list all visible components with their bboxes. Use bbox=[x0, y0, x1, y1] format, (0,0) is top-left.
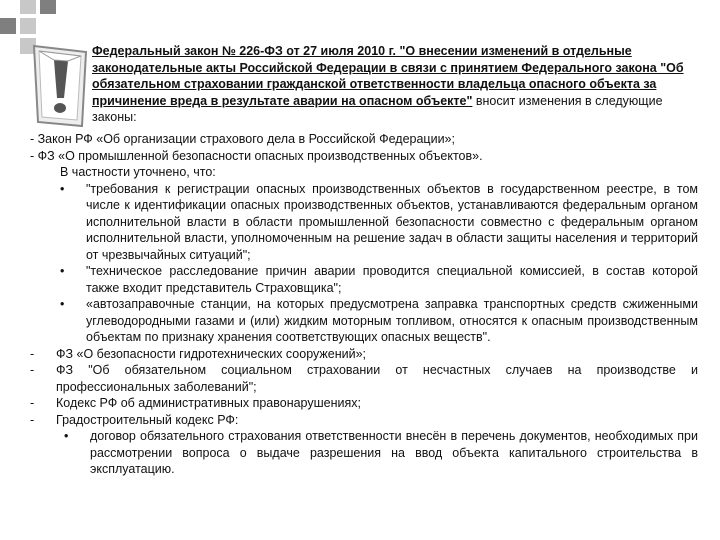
decor-square bbox=[0, 18, 16, 34]
list-item: • "требования к регистрации опасных производственных объектов в государственном реестре, в том числе к идентификации опасных производственных объектов, устанавливаются федеральным органом исполнительной власти в области промышленной безопасности совместно с федеральным органом исполнительной власти, уполномоченным на решение задач в области защиты населения и территорий от чрезвычайных ситуаций"; bbox=[60, 181, 698, 262]
list-item: • «автозаправочные станции, на которых предусмотрена заправка транспортных средств сжиженными углеводородными газами и (или) жидким моторным топливом, относятся к опасным производственным объектам по признаку хранения соответствующих опасных веществ". bbox=[60, 297, 698, 344]
list-item: - ФЗ «О промышленной безопасности опасных производственных объектов». bbox=[30, 148, 483, 163]
list-item: - ФЗ «О безопасности гидротехнических сооружений»; bbox=[30, 346, 367, 361]
list-item: - ФЗ "Об обязательном социальном страховании от несчастных случаев на производстве и профессиональных заболеваний"; bbox=[30, 363, 698, 394]
law-title-tail: вносит изменения в следующие законы: bbox=[92, 93, 663, 124]
list-item: - Закон РФ «Об организации страхового дела в Российской Федерации»; bbox=[30, 132, 455, 146]
bullet-icon: • bbox=[60, 181, 65, 196]
dash-marker: - bbox=[30, 363, 35, 377]
decor-square bbox=[20, 0, 36, 14]
decor-square bbox=[40, 0, 56, 14]
dash-marker: - bbox=[30, 412, 35, 427]
bullet-icon: • bbox=[64, 429, 69, 443]
list-item: • "техническое расследование причин аварии проводится специальной комиссией, в состав которой также входит представитель Страховщика"; bbox=[60, 264, 698, 295]
dash-marker: - bbox=[30, 346, 35, 361]
law-header bbox=[92, 43, 704, 126]
dash-marker: - bbox=[30, 396, 35, 410]
amended-laws-list bbox=[30, 131, 698, 478]
list-item: - Градостроительный кодекс РФ: bbox=[30, 412, 239, 427]
list-item: • договор обязательного страхования ответственности внесён в перечень документов, необходимых при рассмотрении вопроса о выдаче разрешения на ввод объекта капитального строительства в эксплуатацию. bbox=[64, 429, 698, 476]
decor-square bbox=[20, 18, 36, 34]
bullet-icon: • bbox=[60, 297, 65, 311]
exclamation-sign-icon bbox=[30, 42, 90, 130]
clarified-intro: В частности уточнено, что: bbox=[60, 165, 216, 179]
bullet-icon: • bbox=[60, 264, 65, 278]
list-item: - Кодекс РФ об административных правонарушениях; bbox=[30, 396, 361, 410]
law-title: Федеральный закон № 226-ФЗ от 27 июля 2010 г. "О внесении изменений в отдельные законодательные акты Российской Федерации в связи с принятием Федерального закона "Об обязательном страховании гражданской ответственности владельца опасного объекта за причинение вреда в результате аварии на опасном объекте" bbox=[92, 44, 684, 108]
